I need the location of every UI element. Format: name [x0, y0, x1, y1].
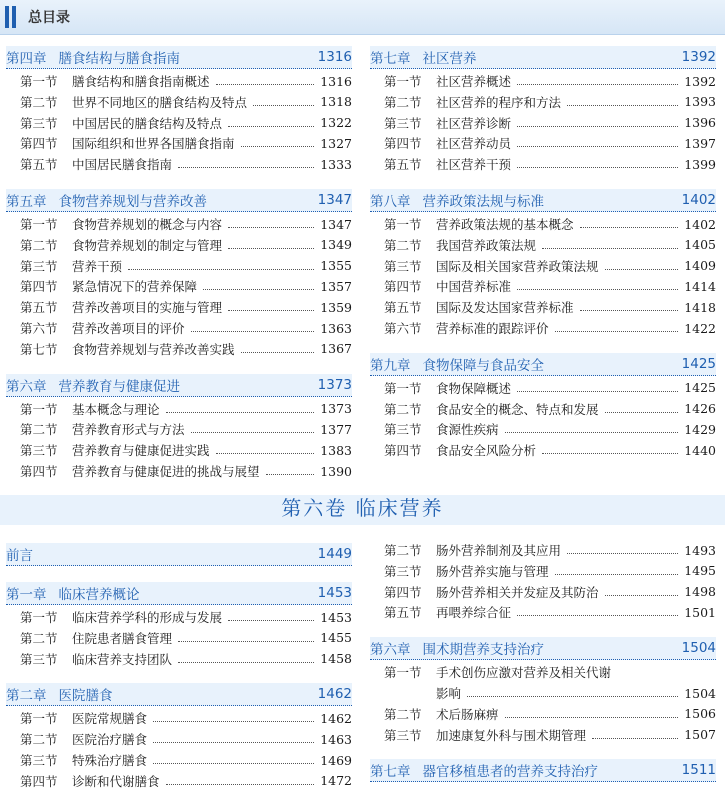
- dot-leader: [166, 412, 315, 413]
- section-entry: [384, 297, 716, 317]
- section-number: 第二节: [384, 401, 422, 417]
- section-entry: [384, 540, 716, 560]
- chapter-page: 1373: [317, 376, 352, 393]
- section-page: 1469: [320, 752, 352, 768]
- section-title: 营养改善项目的评价: [72, 321, 185, 336]
- section-title: 社区营养的程序和方法: [436, 94, 562, 110]
- chapter-number: 第二章: [6, 688, 47, 705]
- dot-leader: [216, 84, 315, 85]
- dot-leader: [555, 574, 679, 575]
- chapter-title: 食物保障与食品安全: [422, 357, 544, 374]
- chapter-title: 营养教育与健康促进: [58, 378, 180, 395]
- section-title: 我国营养政策法规: [436, 237, 537, 253]
- section-entry: [20, 297, 352, 317]
- chapter-number: 第六章: [370, 642, 411, 659]
- section-title: 营养教育与健康促进的挑战与展望: [72, 464, 260, 479]
- section-entry: [384, 602, 716, 622]
- section-number: 第二节: [384, 94, 422, 110]
- section-title: 营养政策法规的基本概念: [436, 217, 574, 232]
- section-title: 国际及相关国家营养政策法规: [436, 258, 599, 274]
- section-title: 食品安全风险分析: [436, 443, 537, 459]
- chapter-title: 营养政策法规与标准: [422, 194, 544, 210]
- section-title: 食品安全的概念、特点和发展: [436, 401, 599, 417]
- section-number: 第二节: [20, 630, 58, 646]
- section-page: 1453: [320, 609, 352, 625]
- section-page: 1318: [320, 94, 352, 110]
- chapter-heading: [6, 543, 352, 566]
- section-number: 第三节: [384, 258, 422, 274]
- dot-leader: [178, 167, 314, 168]
- section-title: 手术创伤应激对营养及相关代谢: [436, 665, 612, 681]
- section-number: 第五节: [20, 300, 58, 316]
- dot-leader: [178, 662, 314, 663]
- section-number: 第一节: [384, 665, 422, 681]
- chapter-heading: [370, 353, 716, 376]
- section-entry: [384, 399, 716, 419]
- dot-leader: [517, 84, 678, 85]
- dot-leader: [228, 620, 314, 621]
- section-page: 1414: [684, 278, 716, 294]
- section-page: 1349: [320, 237, 352, 253]
- section-entry: [20, 235, 352, 255]
- chapter-heading: [6, 582, 352, 605]
- chapter-number: 第四章: [6, 51, 47, 67]
- section-title: 国际及发达国家营养标准: [436, 300, 574, 316]
- section-title: 诊断和代谢膳食: [72, 773, 160, 789]
- section-number: 第二节: [20, 732, 58, 748]
- chapter-heading: [6, 374, 352, 397]
- section-number: 第三节: [384, 563, 422, 579]
- section-title: 肠外营养相关并发症及其防治: [436, 584, 599, 600]
- section-entry: [384, 582, 716, 602]
- section-page: 1455: [320, 630, 352, 646]
- section-title: 社区营养干预: [436, 157, 512, 173]
- section-page: 1418: [684, 299, 716, 315]
- dot-leader: [228, 227, 314, 228]
- section-number: 第七节: [20, 341, 58, 357]
- section-number: 第一节: [20, 401, 58, 417]
- chapter-heading: [370, 46, 716, 69]
- section-title: 营养标准的跟踪评价: [436, 321, 549, 336]
- section-entry: [384, 378, 716, 398]
- section-number: 第五节: [384, 605, 422, 621]
- dot-leader: [241, 146, 315, 147]
- section-entry: [20, 461, 352, 481]
- section-title: 食物保障概述: [436, 380, 512, 396]
- section-page: 1462: [320, 710, 352, 726]
- section-entry: [20, 628, 352, 648]
- chapter-title: 医院膳食: [58, 688, 113, 705]
- header-marker: [5, 6, 9, 28]
- section-page: 1504: [684, 685, 716, 701]
- section-title: 基本概念与理论: [72, 401, 160, 417]
- chapter-heading: [6, 46, 352, 69]
- header-marker: [12, 6, 16, 28]
- dot-leader: [266, 474, 315, 475]
- dot-leader: [191, 331, 315, 332]
- section-title: 社区营养动员: [436, 136, 512, 152]
- section-entry: [20, 214, 352, 234]
- section-number: 第三节: [20, 115, 58, 131]
- chapter-heading: [6, 189, 352, 212]
- section-entry: [20, 649, 352, 669]
- chapter-page: 1511: [681, 762, 716, 779]
- section-number: 第三节: [384, 115, 422, 131]
- section-entry: [20, 154, 352, 174]
- chapter-number: 第七章: [370, 764, 411, 781]
- section-page: 1422: [684, 320, 716, 336]
- dot-leader: [517, 126, 678, 127]
- dot-leader: [191, 432, 315, 433]
- section-title: 医院治疗膳食: [72, 732, 148, 748]
- section-page: 1363: [320, 320, 352, 336]
- section-title: 社区营养诊断: [436, 115, 512, 131]
- section-page: 1463: [320, 731, 352, 747]
- dot-leader: [228, 310, 314, 311]
- chapter-page: 1347: [317, 192, 352, 208]
- section-number: 第六节: [384, 321, 422, 336]
- dot-leader: [153, 763, 314, 764]
- chapter-page: 1453: [317, 585, 352, 601]
- section-number: 第四节: [384, 279, 422, 295]
- dot-leader: [216, 453, 315, 454]
- chapter-page: 1504: [681, 640, 716, 657]
- dot-leader: [517, 167, 678, 168]
- section-number: 第三节: [384, 422, 422, 438]
- header-bar: [0, 0, 725, 35]
- section-page: 1426: [684, 401, 716, 417]
- section-number: 第一节: [384, 217, 422, 232]
- section-entry: [384, 235, 716, 255]
- section-title: 临床营养支持团队: [72, 651, 173, 667]
- section-title: 肠外营养实施与管理: [436, 563, 549, 579]
- dot-leader: [467, 696, 678, 697]
- dot-leader: [153, 742, 314, 743]
- section-entry: [384, 419, 716, 439]
- chapter-page: 1425: [681, 355, 716, 372]
- dot-leader: [228, 126, 314, 127]
- dot-leader: [128, 269, 314, 270]
- section-entry: [20, 339, 352, 359]
- chapter-number: 前言: [6, 548, 33, 564]
- section-number: 第四节: [20, 279, 58, 295]
- section-number: 第四节: [384, 443, 422, 459]
- dot-leader: [241, 352, 315, 353]
- section-entry: [20, 708, 352, 728]
- section-title: 肠外营养制剂及其应用: [436, 543, 562, 558]
- section-page: 1383: [320, 442, 352, 458]
- section-number: 第四节: [384, 584, 422, 600]
- section-number: 第二节: [384, 543, 422, 558]
- section-title: 中国营养标准: [436, 279, 512, 295]
- dot-leader: [592, 738, 678, 739]
- dot-leader: [517, 615, 678, 616]
- chapter-page: 1316: [317, 49, 352, 65]
- section-number: 第一节: [20, 610, 58, 625]
- section-entry: [384, 154, 716, 174]
- section-entry: [384, 276, 716, 296]
- section-entry: [20, 133, 352, 153]
- section-page: 1347: [320, 216, 352, 232]
- section-number: 第一节: [20, 711, 58, 727]
- dot-leader: [517, 289, 678, 290]
- section-entry: [20, 318, 352, 338]
- page-title: 总目录: [28, 10, 70, 26]
- dot-leader: [505, 432, 679, 433]
- dot-leader: [580, 310, 679, 311]
- chapter-number: 第六章: [6, 378, 47, 395]
- section-page: 1327: [320, 135, 352, 151]
- section-title: 营养改善项目的实施与管理: [72, 300, 223, 316]
- section-number: 第二节: [20, 94, 58, 110]
- dot-leader: [253, 105, 314, 106]
- section-page: 1409: [684, 258, 716, 274]
- section-number: 第三节: [20, 258, 58, 274]
- section-page: 1405: [684, 237, 716, 253]
- section-title: 住院患者膳食管理: [72, 630, 173, 646]
- section-number: 第一节: [384, 380, 422, 396]
- section-number: 第三节: [384, 727, 422, 743]
- section-title: 营养教育形式与方法: [72, 422, 185, 438]
- dot-leader: [542, 453, 678, 454]
- section-entry: [384, 214, 716, 234]
- section-title: 膳食结构和膳食指南概述: [72, 74, 210, 89]
- section-title: 紧急情况下的营养保障: [72, 279, 198, 295]
- dot-leader: [166, 784, 315, 785]
- section-page: 1393: [684, 94, 716, 110]
- dot-leader: [517, 391, 678, 392]
- section-title: 社区营养概述: [436, 74, 512, 89]
- chapter-title: 食物营养规划与营养改善: [58, 194, 207, 210]
- dot-leader: [505, 717, 679, 718]
- section-number: 第一节: [20, 217, 58, 232]
- chapter-title: 社区营养: [422, 51, 477, 67]
- section-entry: [384, 683, 716, 703]
- section-page: 1440: [684, 442, 716, 458]
- section-entry: [20, 750, 352, 770]
- section-page: 1493: [684, 542, 716, 558]
- section-entry: [20, 419, 352, 439]
- section-title: 影响: [436, 686, 462, 701]
- section-entry: [384, 725, 716, 745]
- section-page: 1392: [684, 73, 716, 89]
- chapter-title: 临床营养概论: [58, 587, 140, 603]
- section-entry: [384, 440, 716, 460]
- section-number: 第二节: [20, 237, 58, 253]
- section-page: 1495: [684, 563, 716, 579]
- chapter-title: 膳食结构与膳食指南: [58, 51, 180, 67]
- section-title: 加速康复外科与围术期管理: [436, 727, 587, 743]
- dot-leader: [567, 553, 678, 554]
- dot-leader: [542, 248, 678, 249]
- section-page: 1498: [684, 584, 716, 600]
- section-title: 中国居民的膳食结构及特点: [72, 115, 223, 131]
- section-page: 1359: [320, 299, 352, 315]
- section-number: 第一节: [20, 74, 58, 89]
- chapter-heading: [370, 637, 716, 660]
- section-title: 中国居民膳食指南: [72, 157, 173, 173]
- section-number: 第五节: [384, 300, 422, 316]
- section-title: 再喂养综合征: [436, 605, 512, 621]
- chapter-title: 围术期营养支持治疗: [422, 642, 544, 659]
- section-entry: [20, 440, 352, 460]
- section-number: 第四节: [20, 136, 58, 152]
- chapter-heading: [6, 683, 352, 706]
- section-number: 第五节: [20, 157, 58, 173]
- section-entry: [20, 71, 352, 91]
- dot-leader: [580, 227, 679, 228]
- chapter-number: 第八章: [370, 194, 411, 210]
- dot-leader: [203, 289, 314, 290]
- section-entry: [20, 92, 352, 112]
- section-number: 第四节: [20, 464, 58, 479]
- section-title: 术后肠麻痹: [436, 706, 499, 722]
- section-page: 1322: [320, 115, 352, 131]
- chapter-heading: [370, 759, 716, 782]
- section-page: 1399: [684, 156, 716, 172]
- section-number: 第五节: [384, 157, 422, 173]
- section-page: 1396: [684, 115, 716, 131]
- section-title: 国际组织和世界各国膳食指南: [72, 136, 235, 152]
- section-page: 1425: [684, 380, 716, 396]
- chapter-title: 器官移植患者的营养支持治疗: [422, 764, 598, 781]
- section-number: 第二节: [20, 422, 58, 438]
- section-page: 1377: [320, 421, 352, 437]
- section-page: 1458: [320, 651, 352, 667]
- section-title: 食物营养规划的制定与管理: [72, 237, 223, 253]
- section-entry: [20, 399, 352, 419]
- section-page: 1333: [320, 156, 352, 172]
- section-title: 临床营养学科的形成与发展: [72, 610, 223, 625]
- section-page: 1501: [684, 604, 716, 620]
- section-entry: [384, 113, 716, 133]
- section-title: 医院常规膳食: [72, 711, 148, 727]
- chapter-page: 1402: [681, 192, 716, 208]
- chapter-page: 1392: [681, 49, 716, 65]
- section-title: 食物营养规划与营养改善实践: [72, 341, 235, 357]
- volume-title: 第六卷 临床营养: [281, 496, 444, 520]
- section-page: 1373: [320, 401, 352, 417]
- section-page: 1355: [320, 258, 352, 274]
- dot-leader: [567, 105, 678, 106]
- section-entry: [384, 92, 716, 112]
- section-page: 1472: [320, 773, 352, 789]
- section-page: 1390: [320, 463, 352, 479]
- section-page: 1402: [684, 216, 716, 232]
- section-page: 1429: [684, 421, 716, 437]
- section-number: 第三节: [20, 753, 58, 768]
- chapter-number: 第一章: [6, 587, 47, 603]
- section-entry: [20, 771, 352, 791]
- chapter-number: 第七章: [370, 51, 411, 67]
- section-page: 1367: [320, 341, 352, 357]
- section-entry: [384, 561, 716, 581]
- section-number: 第一节: [384, 74, 422, 89]
- section-number: 第二节: [384, 706, 422, 722]
- dot-leader: [517, 146, 678, 147]
- section-page: 1357: [320, 278, 352, 294]
- section-number: 第六节: [20, 321, 58, 336]
- section-page: 1316: [320, 73, 352, 89]
- section-entry: [384, 71, 716, 91]
- section-title: 世界不同地区的膳食结构及特点: [72, 94, 248, 110]
- section-entry: [20, 607, 352, 627]
- chapter-number: 第五章: [6, 194, 47, 210]
- section-entry: [384, 704, 716, 724]
- dot-leader: [605, 269, 679, 270]
- section-title: 特殊治疗膳食: [72, 753, 148, 768]
- section-title: 营养干预: [72, 258, 123, 274]
- section-entry: [20, 113, 352, 133]
- chapter-heading: [370, 189, 716, 212]
- section-title: 食源性疾病: [436, 422, 499, 438]
- dot-leader: [178, 641, 314, 642]
- dot-leader: [605, 595, 679, 596]
- section-entry: [20, 256, 352, 276]
- section-entry: [384, 256, 716, 276]
- dot-leader: [555, 331, 679, 332]
- section-page: 1397: [684, 135, 716, 151]
- dot-leader: [605, 412, 679, 413]
- section-page: 1507: [684, 727, 716, 743]
- section-entry: [20, 276, 352, 296]
- chapter-page: 1449: [317, 546, 352, 562]
- section-number: 第三节: [20, 443, 58, 459]
- dot-leader: [153, 721, 314, 722]
- dot-leader: [228, 248, 314, 249]
- chapter-number: 第九章: [370, 357, 411, 374]
- section-page: 1506: [684, 706, 716, 722]
- chapter-page: 1462: [317, 686, 352, 703]
- section-entry: [20, 729, 352, 749]
- section-entry: [384, 133, 716, 153]
- section-number: 第四节: [20, 773, 58, 789]
- section-entry: [384, 318, 716, 338]
- section-number: 第二节: [384, 237, 422, 253]
- section-number: 第三节: [20, 651, 58, 667]
- section-title: 食物营养规划的概念与内容: [72, 217, 223, 232]
- section-title: 营养教育与健康促进实践: [72, 443, 210, 459]
- section-number: 第四节: [384, 136, 422, 152]
- section-entry: [384, 662, 716, 682]
